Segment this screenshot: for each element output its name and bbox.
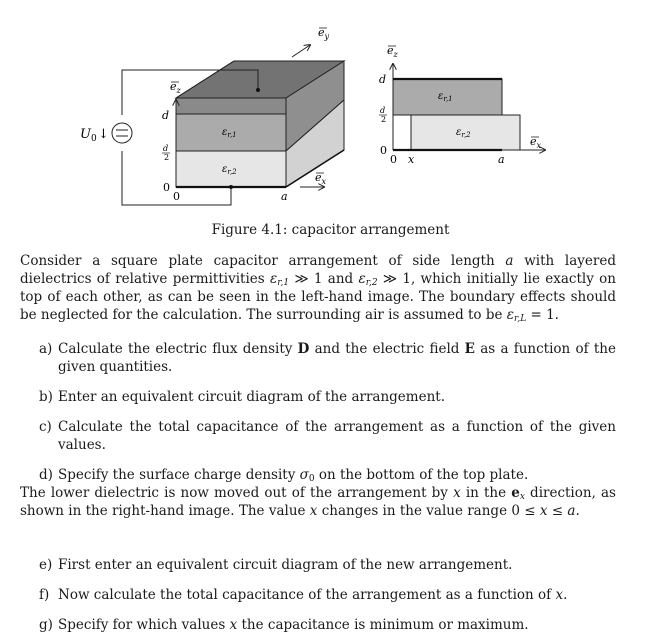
figure-drawing <box>0 0 661 215</box>
source-label: $U_0$ <box>80 127 97 144</box>
intro-paragraph: Consider a square plate capacitor arrangement of side length a with layered dielectrics of relative permittivities $\varepsilon_{r,1}$ ≫ 1 and $\varepsilon_{r,2}$ ≫ 1, which initially lie exactly on top of each other, as can be seen in the left-hand image. The boundary effects should be neglected for the calculation. The surrounding air is assumed to be $\varepsilon_{r,L} = 1$. <box>20 253 616 324</box>
svg-text:0: 0 <box>390 153 397 166</box>
figure-caption: Figure 4.1: capacitor arrangement <box>211 222 450 238</box>
svg-text:2: 2 <box>381 115 387 124</box>
svg-text:d: d <box>162 109 170 122</box>
svg-text:d: d <box>163 144 169 153</box>
task-item: c) Calculate the total capacitance of the arrangement as a function of the given values. <box>39 419 616 453</box>
task-item: f) Now calculate the total capacitance of the arrangement as a function of x. <box>39 587 568 603</box>
layer-label-upper-left: $\varepsilon_{r,1}$ <box>222 127 237 139</box>
svg-text:2: 2 <box>164 153 170 162</box>
task-list-1 <box>20 340 616 484</box>
svg-text:ey: $e_y$ <box>318 26 330 41</box>
svg-text:x: x <box>408 153 415 166</box>
svg-text:d: d <box>379 73 387 86</box>
layer-label-lower-left: $\varepsilon_{r,2}$ <box>222 164 237 176</box>
task-item: a) Calculate the electric flux density D and the electric field E as a function of the given quantities. <box>39 341 616 375</box>
svg-text:0: 0 <box>380 144 387 157</box>
voltage-source <box>112 123 132 143</box>
svg-text:ez: $e_z$ <box>387 44 398 59</box>
source-arrow: ↓ <box>98 127 109 142</box>
svg-text:0: 0 <box>163 181 170 194</box>
layer-label-upper-right: $\varepsilon_{r,1}$ <box>438 91 453 103</box>
svg-text:a: a <box>498 153 505 166</box>
svg-text:d: d <box>380 106 386 115</box>
top-plate-edge <box>176 98 286 114</box>
svg-text:ez: $e_z$ <box>170 80 181 95</box>
svg-text:ex: $e_x$ <box>530 135 542 150</box>
problem-text <box>20 252 616 634</box>
svg-text:0: 0 <box>173 190 180 203</box>
task-item: b) Enter an equivalent circuit diagram of the arrangement. <box>39 389 445 405</box>
task-item: e) First enter an equivalent circuit diagram of the new arrangement. <box>39 557 513 573</box>
svg-text:a: a <box>281 190 288 203</box>
y-axis-left <box>292 45 310 57</box>
task-item: g) Specify for which values x the capacitance is minimum or maximum. <box>39 617 529 633</box>
middle-paragraph: The lower dielectric is now moved out of the arrangement by x in the $e_x$ direction, as shown in the right-hand image. The value x changes in the value range 0 ≤ x ≤ a. <box>20 485 616 519</box>
task-list-2 <box>20 556 616 634</box>
capacitor-figure <box>0 0 661 215</box>
layer-label-lower-right: $\varepsilon_{r,2}$ <box>456 127 471 139</box>
svg-text:ex: $e_x$ <box>315 171 327 186</box>
task-item: d) Specify the surface charge density $\sigma_0$ on the bottom of the top plate. <box>39 467 529 484</box>
